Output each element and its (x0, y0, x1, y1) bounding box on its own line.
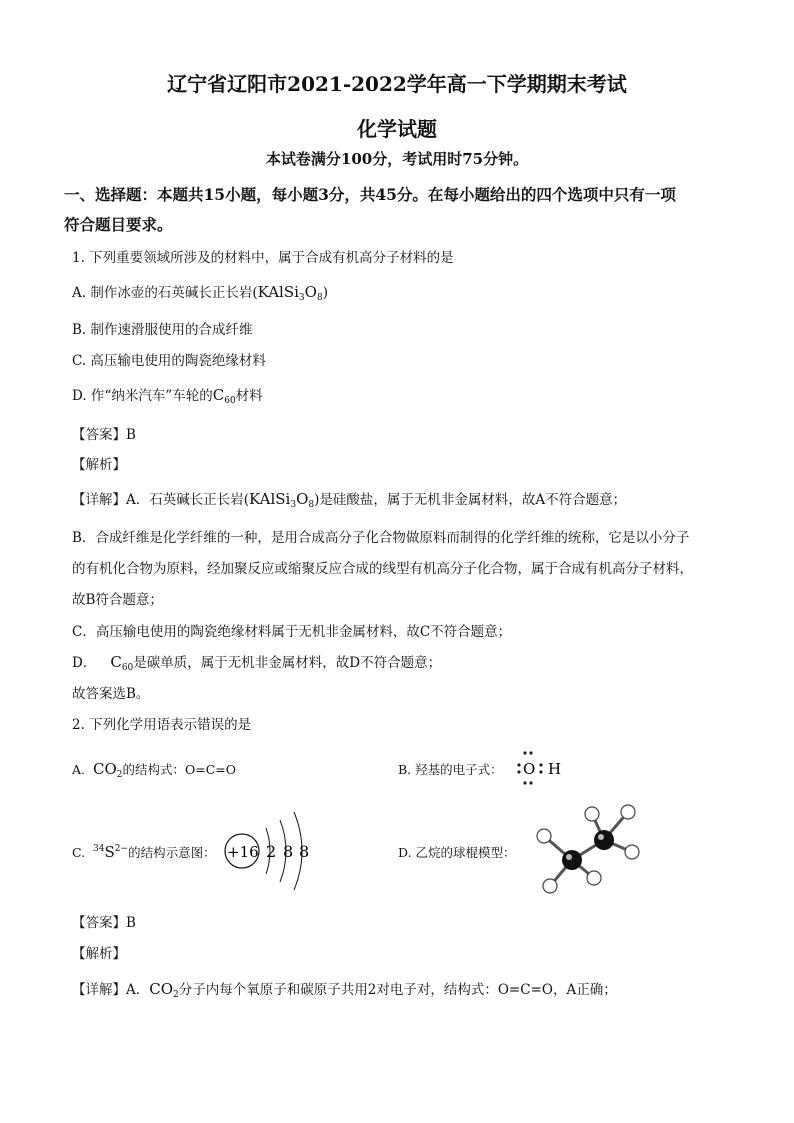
q1-option-a-formula: KAlSi (257, 283, 299, 301)
sulfide-ion-structure-diagram (222, 808, 322, 898)
shell-3-electrons: 8 (299, 842, 310, 861)
q1-detail-d (72, 651, 441, 673)
q2-option-a-label: A. (72, 762, 86, 777)
shell-2-electrons: 8 (283, 842, 294, 861)
q1-detail-a-formula: KAlSi (249, 490, 291, 508)
q1-stem: 1. 下列重要领域所涉及的材料中，属于合成有机高分子材料的是 (72, 250, 454, 266)
shell-1-electrons: 2 (266, 842, 277, 861)
q1-option-d-suffix: 材料 (235, 388, 263, 404)
q1-detail-d-suffix: 是碳单质，属于无机非金属材料，故D不符合题意； (133, 655, 442, 671)
section-heading-line1: 一、选择题：本题共15小题，每小题3分，共45分。在每小题给出的四个选项中只有一项 (64, 185, 676, 204)
q2-detail-a-formula: CO (149, 980, 174, 998)
q1-option-a-sub2: 8 (316, 293, 323, 303)
q2-detail-a (72, 978, 617, 1000)
q2-option-a-formula: CO (92, 760, 117, 778)
q1-option-d-text: D. 作“纳米汽车”车轮的 (72, 388, 213, 404)
q1-detail-d-formula: C (110, 653, 122, 671)
nucleus-charge: +16 (227, 843, 259, 861)
q1-analysis-label: 【解析】 (72, 457, 126, 473)
q2-option-a-sub: 2 (116, 770, 123, 780)
q1-option-a (72, 281, 328, 303)
q1-conclusion: 故答案选B。 (72, 686, 150, 702)
hydroxyl-h: H (548, 760, 562, 778)
q2-option-c-charge: 2− (114, 844, 129, 854)
q2-option-c-text: 的结构示意图： (128, 845, 216, 860)
q1-option-a-text: A. 制作冰壶的石英碱长正长岩( (72, 285, 258, 301)
q2-option-c-mass: 34 (93, 844, 105, 854)
q1-detail-a-sub1: 3 (290, 500, 297, 510)
q1-detail-c: C．高压输电使用的陶瓷绝缘材料属于无机非金属材料，故C不符合题意； (72, 624, 512, 640)
q2-option-d (398, 843, 516, 861)
q1-detail-b-line3: 故B符合题意； (72, 592, 163, 608)
ethane-ball-stick-model (530, 800, 650, 900)
q1-detail-a-mid: O (296, 490, 309, 508)
q2-option-c-label: C. (72, 845, 86, 860)
q1-option-b: B. 制作速滑服使用的合成纤维 (72, 322, 253, 338)
q1-answer: 【答案】B (72, 427, 136, 443)
q1-option-a-mid: O (304, 283, 317, 301)
exam-title: 辽宁省辽阳市2021-2022学年高一下学期期末考试 (167, 72, 627, 96)
q2-option-b (398, 760, 503, 778)
q1-detail-a-sub2: 8 (308, 500, 315, 510)
q2-detail-a-label: 【详解】A． (72, 982, 150, 998)
q1-detail-b-line2: 的有机化合物为原料，经加聚反应或缩聚反应合成的线型有机高分子化合物，属于合成有机高分子材料， (72, 561, 693, 577)
q2-stem: 2. 下列化学用语表示错误的是 (72, 717, 252, 733)
section-heading-line2: 符合题目要求。 (64, 215, 173, 234)
q1-option-a-sub1: 3 (298, 293, 305, 303)
q2-option-a-text: 的结构式：O=C=O (122, 762, 236, 777)
q2-option-c (72, 843, 216, 861)
hydroxyl-electron-dot-diagram (515, 748, 575, 788)
q2-answer: 【答案】B (72, 915, 136, 931)
q1-detail-a (72, 488, 626, 510)
q2-detail-a-sub: 2 (173, 990, 179, 1000)
q1-option-d (72, 384, 263, 406)
q1-detail-d-sub: 60 (121, 663, 134, 673)
q1-option-c: C. 高压输电使用的陶瓷绝缘材料 (72, 353, 266, 369)
q2-option-b-text: B. 羟基的电子式： (398, 762, 503, 777)
q2-option-c-element: S (104, 843, 115, 861)
q2-detail-a-text: 分子内每个氧原子和碳原子共用2对电子对，结构式：O=C=O，A正确； (178, 982, 617, 998)
exam-note: 本试卷满分100分，考试用时75分钟。 (265, 150, 529, 168)
q1-option-d-sub: 60 (224, 396, 236, 406)
q1-detail-a-text: 【详解】A．石英碱长正长岩( (72, 492, 250, 508)
q1-option-d-formula: C (212, 386, 225, 404)
q2-option-a (72, 760, 236, 780)
q2-analysis-label: 【解析】 (72, 946, 126, 962)
q1-detail-d-label: D． (72, 655, 97, 671)
q1-detail-a-suffix: )是硅酸盐，属于无机非金属材料，故A不符合题意； (314, 492, 627, 508)
subject-title: 化学试题 (357, 117, 437, 141)
hydroxyl-o: O (523, 760, 536, 778)
q2-option-d-text: D. 乙烷的球棍模型： (398, 845, 516, 860)
q1-detail-b-line1: B．合成纤维是化学纤维的一种，是用合成高分子化合物做原料而制得的化学纤维的统称，它是以小分子 (72, 530, 690, 546)
q1-option-a-close: ) (322, 285, 328, 301)
